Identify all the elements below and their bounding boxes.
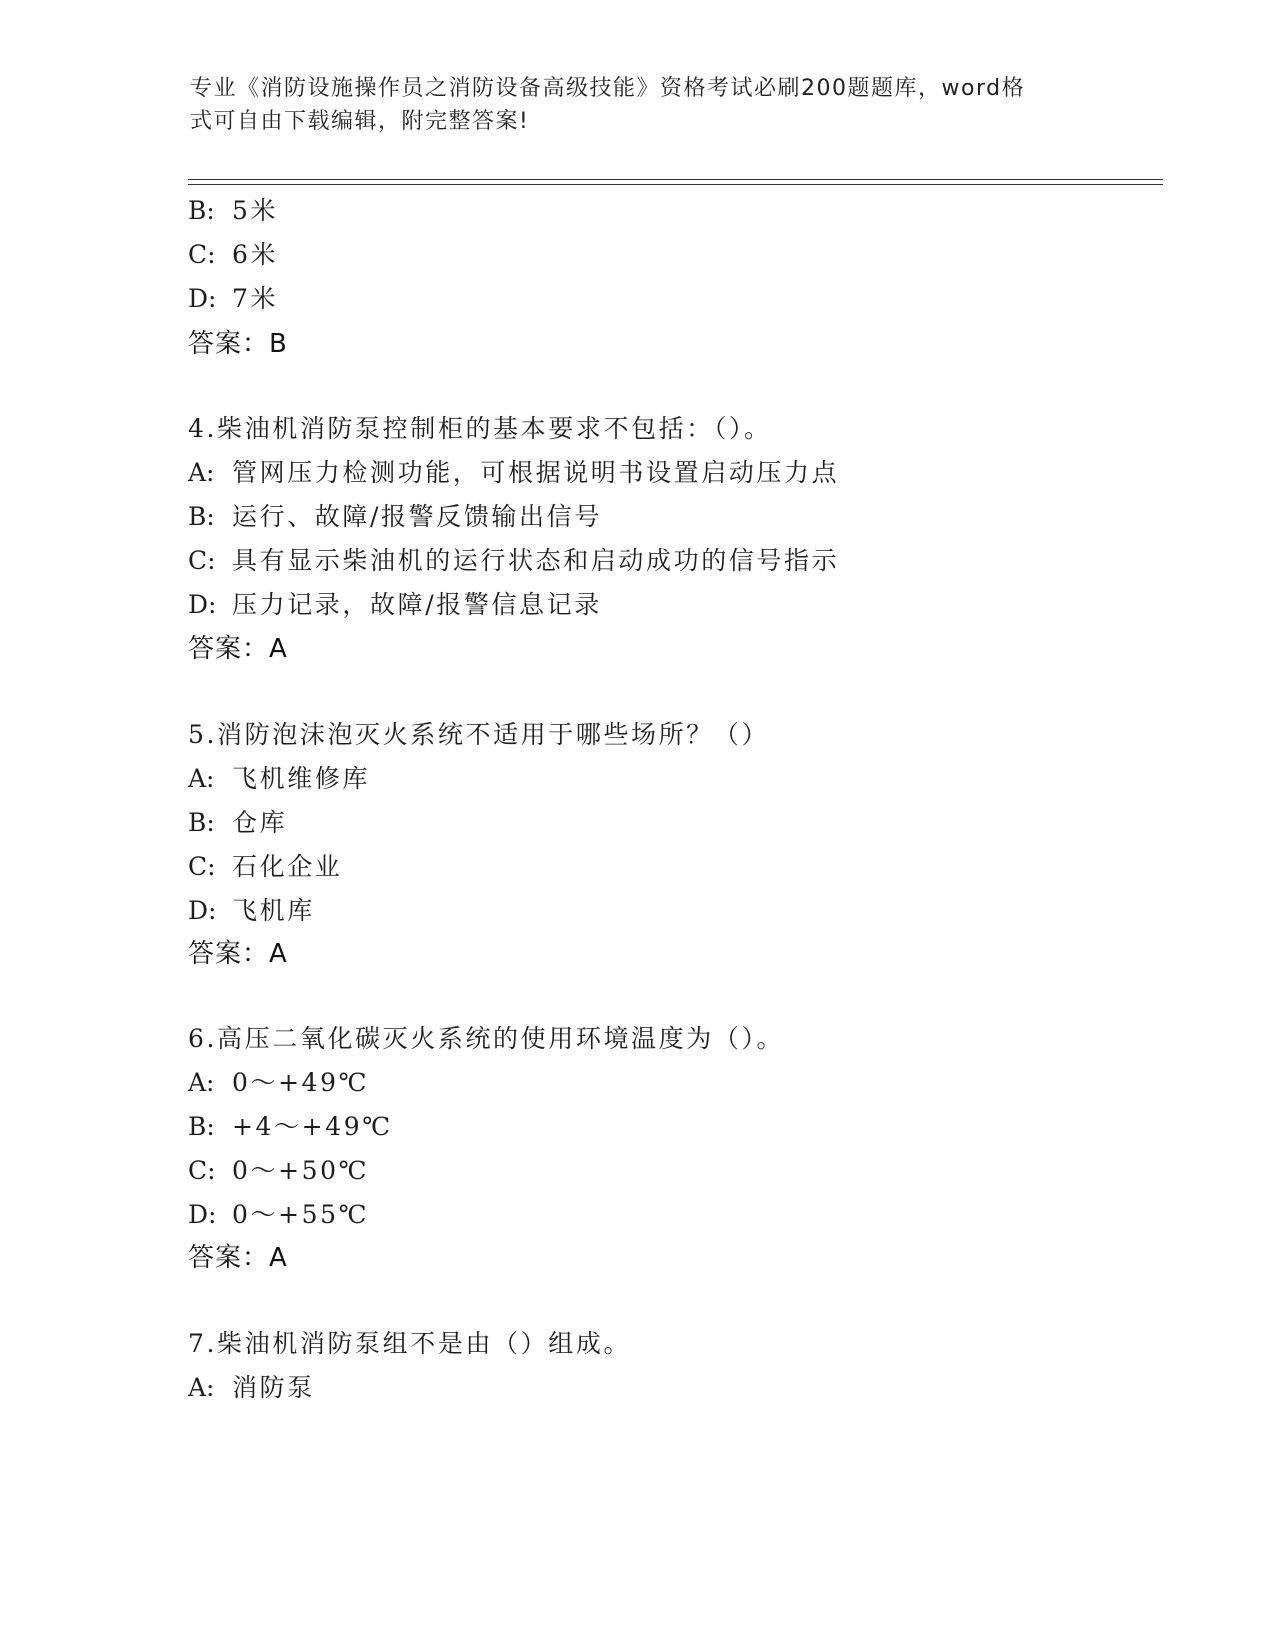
q4-option-b <box>188 497 602 533</box>
option-letter: C: <box>188 1156 216 1185</box>
option-letter: A: <box>188 458 215 487</box>
q3-option-c <box>188 235 278 271</box>
option-letter: B: <box>188 502 215 531</box>
option-text: 0～+55℃ <box>232 1200 370 1229</box>
q4-stem: 4.柴油机消防泵控制柜的基本要求不包括：（）。 <box>188 414 772 443</box>
option-letter: D: <box>188 284 217 313</box>
q6-answer: 答案：A <box>188 1243 288 1273</box>
option-text: 0～+49℃ <box>232 1068 370 1097</box>
q6-option-d <box>188 1195 369 1231</box>
option-letter: D: <box>188 1200 217 1229</box>
q7-option-a <box>188 1368 315 1404</box>
option-letter: C: <box>188 852 216 881</box>
header-divider-top <box>188 179 1163 180</box>
option-letter: A: <box>188 764 215 793</box>
q5-option-b <box>188 803 287 839</box>
q3-option-d <box>188 279 278 315</box>
option-text: 石化企业 <box>232 852 343 881</box>
q5-stem: 5.消防泡沫泡灭火系统不适用于哪些场所？（） <box>188 720 770 749</box>
option-letter: C: <box>188 546 216 575</box>
q6-option-a <box>188 1063 369 1099</box>
q5-option-c <box>188 847 342 883</box>
option-text: 6米 <box>232 240 279 269</box>
q4-option-d <box>188 585 602 621</box>
document-header <box>190 72 1090 138</box>
q6-option-c <box>188 1151 369 1187</box>
q4-option-a <box>188 453 839 489</box>
q5-option-d <box>188 891 315 927</box>
option-letter: C: <box>188 240 216 269</box>
header-title-line-2: 式可自由下载编辑，附完整答案! <box>190 109 530 134</box>
option-text: 压力记录，故障/报警信息记录 <box>232 590 602 619</box>
option-text: 0～+50℃ <box>232 1156 370 1185</box>
header-title-line-1: 专业《消防设施操作员之消防设备高级技能》资格考试必刷200题题库，word格 <box>190 76 1026 101</box>
option-text: 管网压力检测功能，可根据说明书设置启动压力点 <box>232 458 840 487</box>
option-text: 仓库 <box>232 808 288 837</box>
option-letter: B: <box>188 196 215 225</box>
q5-answer: 答案：A <box>188 939 288 969</box>
option-text: 飞机库 <box>232 896 315 925</box>
q6-stem: 6.高压二氧化碳灭火系统的使用环境温度为（）。 <box>188 1024 785 1053</box>
option-text: 消防泵 <box>232 1373 315 1402</box>
q4-option-c <box>188 541 839 577</box>
q4-answer: 答案：A <box>188 634 288 664</box>
option-letter: D: <box>188 590 217 619</box>
option-text: +4～+49℃ <box>232 1112 393 1141</box>
option-text: 5米 <box>232 196 279 225</box>
option-text: 具有显示柴油机的运行状态和启动成功的信号指示 <box>232 546 840 575</box>
q5-option-a <box>188 759 370 795</box>
option-letter: A: <box>188 1373 215 1402</box>
q7-stem: 7.柴油机消防泵组不是由（）组成。 <box>188 1329 632 1358</box>
option-text: 运行、故障/报警反馈输出信号 <box>232 502 602 531</box>
q6-option-b <box>188 1107 393 1143</box>
option-letter: A: <box>188 1068 215 1097</box>
option-text: 7米 <box>232 284 279 313</box>
q3-option-b <box>188 191 278 227</box>
option-letter: B: <box>188 808 215 837</box>
header-divider-bottom <box>188 184 1163 185</box>
q3-answer: 答案：B <box>188 329 288 359</box>
option-letter: D: <box>188 896 217 925</box>
option-text: 飞机维修库 <box>232 764 371 793</box>
option-letter: B: <box>188 1112 215 1141</box>
